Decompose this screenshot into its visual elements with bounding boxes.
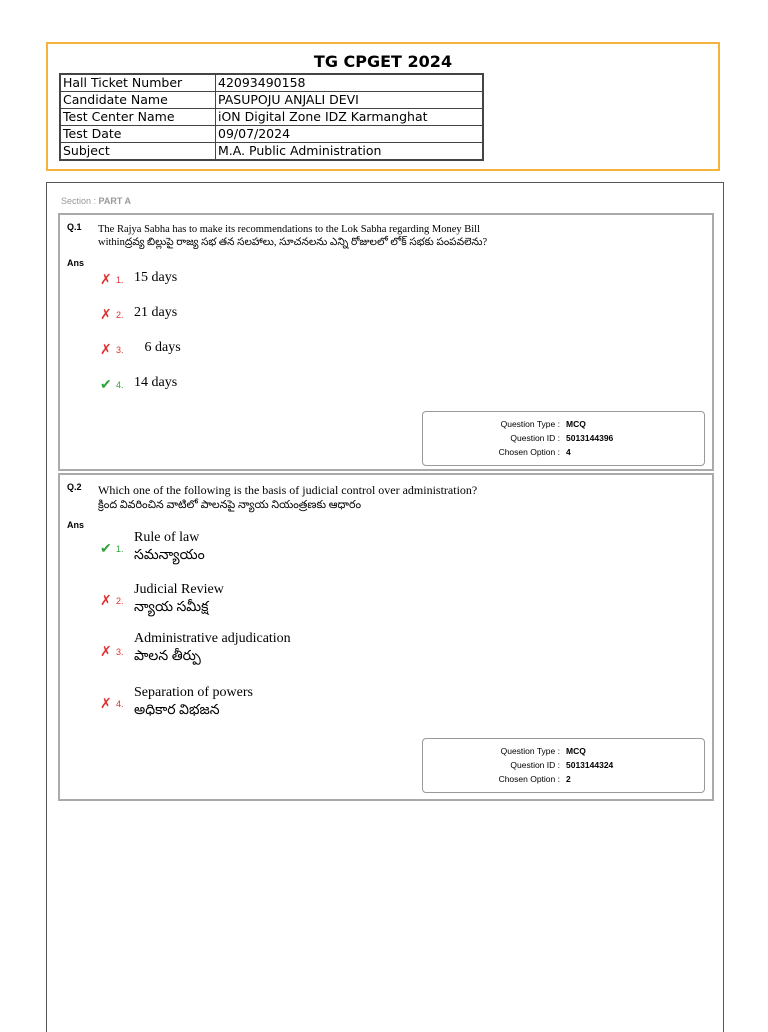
info-key: Subject: [60, 143, 216, 161]
meta-label: Question Type :: [500, 746, 560, 756]
meta-value: MCQ: [566, 419, 586, 429]
table-row: [60, 126, 483, 143]
cross-icon: ✗: [100, 592, 112, 608]
table-row: [60, 74, 483, 92]
option-number: 4.: [116, 699, 124, 709]
question-text-te: క్రింద వివరించిన వాటిలో పాలనపై న్యాయ నియంత్రణకు ఆధారం: [98, 499, 362, 511]
option-text-en: Rule of law: [134, 530, 200, 545]
info-key: Candidate Name: [60, 92, 216, 109]
option-text-te: న్యాయ సమీక్ష: [134, 600, 209, 615]
info-value: 09/07/2024: [216, 126, 484, 143]
exam-title: TG CPGET 2024: [313, 52, 453, 71]
option-text-en: Separation of powers: [134, 685, 253, 700]
option-text: [134, 684, 253, 720]
cross-icon: ✗: [100, 643, 112, 659]
info-value: iON Digital Zone IDZ Karmanghat: [216, 109, 484, 126]
meta-value: 2: [566, 774, 571, 784]
meta-label: Chosen Option :: [498, 447, 560, 457]
info-key: Hall Ticket Number: [60, 74, 216, 92]
question-number: Q.1: [67, 222, 82, 232]
meta-value: 5013144324: [566, 760, 614, 770]
question-1-card: [58, 213, 714, 471]
option-text: [134, 630, 291, 666]
option-number: 4.: [116, 380, 124, 390]
question-meta: [422, 411, 705, 466]
question-2-card: [58, 473, 714, 801]
option-number: 1.: [116, 275, 124, 285]
question-text-en: The Rajya Sabha has to make its recommendations to the Lok Sabha regarding Money Bill: [98, 224, 480, 235]
info-value: PASUPOJU ANJALI DEVI: [216, 92, 484, 109]
option-number: 2.: [116, 310, 124, 320]
meta-label: Chosen Option :: [498, 774, 560, 784]
section-name: PART A: [98, 196, 132, 206]
question-text-en: Which one of the following is the basis of judicial control over administration?: [98, 483, 478, 497]
option-text-te: సమన్యాయం: [134, 548, 205, 563]
table-row: [60, 143, 483, 161]
option-text-te: అధికార విభజన: [134, 703, 220, 718]
ans-label: Ans: [67, 520, 85, 530]
cross-icon: ✗: [100, 271, 112, 287]
meta-label: Question ID :: [510, 433, 560, 443]
meta-label: Question Type :: [500, 419, 560, 429]
option-text: 15 days: [134, 270, 178, 285]
info-value: 42093490158: [216, 74, 484, 92]
option-text: 6 days: [134, 340, 181, 355]
option-number: 3.: [116, 647, 124, 657]
cross-icon: ✗: [100, 341, 112, 357]
check-icon: ✔: [100, 540, 112, 556]
option-text: 14 days: [134, 375, 178, 390]
question-text: [98, 223, 487, 249]
question-meta: [422, 738, 705, 793]
question-text-te: withinద్రవ్య బిల్లుపై రాజ్య సభ తన సలహాలు, సూచనలను ఎన్ని రోజులలో లోక్ సభకు పంపవలెను?: [98, 237, 488, 248]
cross-icon: ✗: [100, 695, 112, 711]
info-key: Test Center Name: [60, 109, 216, 126]
info-key: Test Date: [60, 126, 216, 143]
meta-value: 4: [566, 447, 571, 457]
option-number: 3.: [116, 345, 124, 355]
section-prefix: Section :: [61, 196, 99, 206]
candidate-info-table: [59, 73, 484, 161]
meta-value: MCQ: [566, 746, 586, 756]
meta-value: 5013144396: [566, 433, 614, 443]
question-number: Q.2: [67, 482, 82, 492]
option-text-te: పాలన తీర్పు: [134, 649, 201, 664]
table-row: [60, 92, 483, 109]
check-icon: ✔: [100, 376, 112, 392]
option-number: 2.: [116, 596, 124, 606]
section-label: [61, 196, 131, 206]
question-text: [98, 483, 477, 513]
option-text: 21 days: [134, 305, 178, 320]
option-number: 1.: [116, 544, 124, 554]
candidate-header: [46, 42, 720, 171]
option-text: [134, 581, 224, 617]
table-row: [60, 109, 483, 126]
cross-icon: ✗: [100, 306, 112, 322]
option-text-en: Administrative adjudication: [134, 631, 291, 646]
section-frame: [46, 182, 724, 1032]
option-text-en: Judicial Review: [134, 582, 224, 597]
meta-label: Question ID :: [510, 760, 560, 770]
info-value: M.A. Public Administration: [216, 143, 484, 161]
option-text: [134, 529, 205, 565]
ans-label: Ans: [67, 258, 85, 268]
